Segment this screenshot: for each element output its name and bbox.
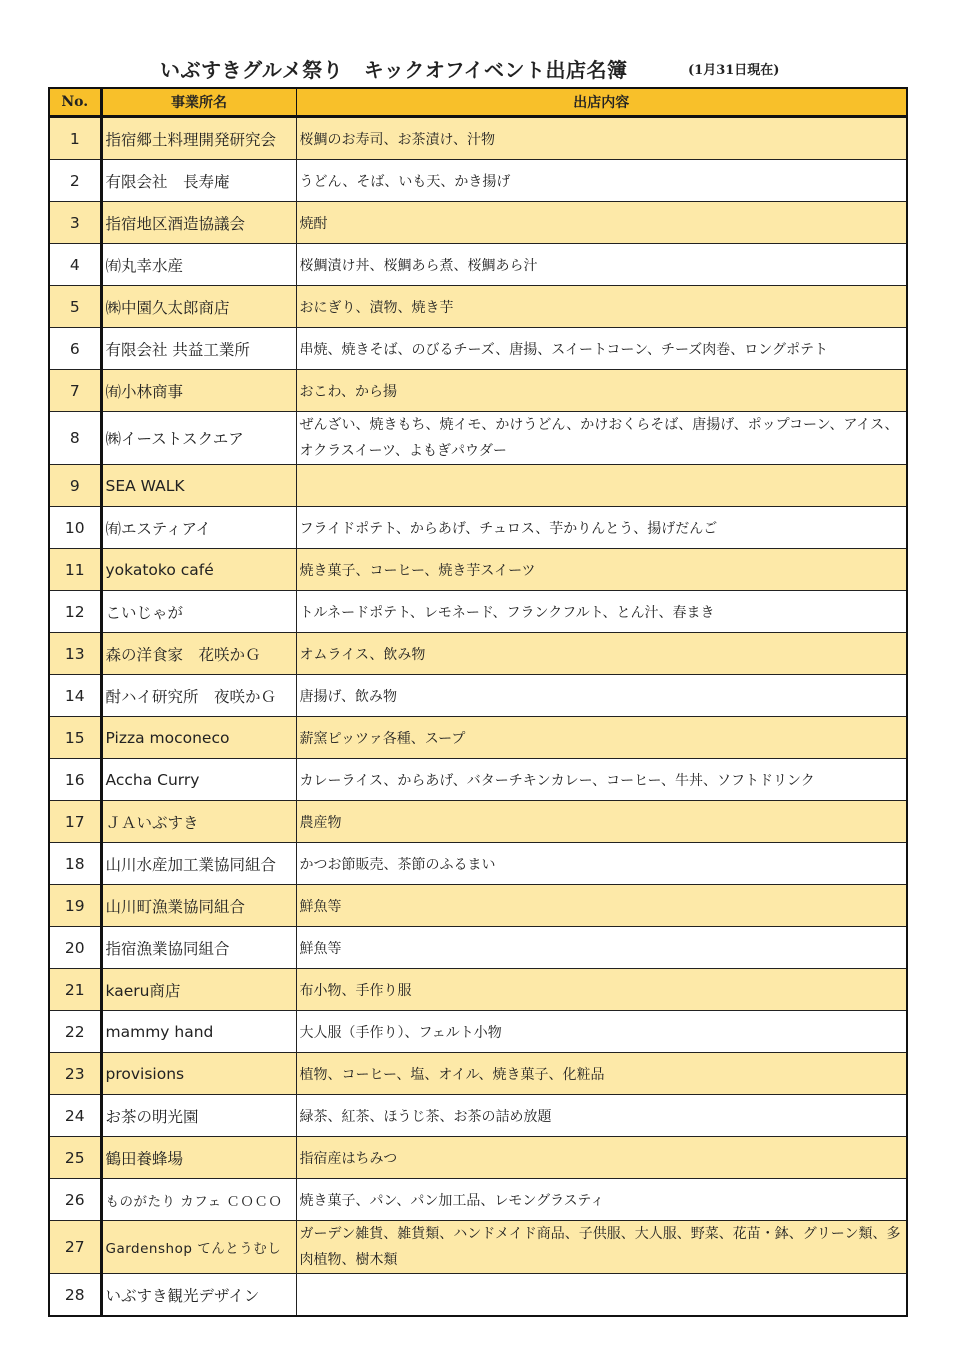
store-content: 唐揚げ、飲み物 <box>296 675 907 717</box>
table-row <box>49 885 907 927</box>
row-number: 14 <box>49 675 101 717</box>
business-name: 山川町漁業協同組合 <box>101 885 296 927</box>
row-number: 17 <box>49 801 101 843</box>
table-row <box>49 1053 907 1095</box>
business-name: provisions <box>101 1053 296 1095</box>
business-name: kaeru商店 <box>101 969 296 1011</box>
store-content: ぜんざい、焼きもち、焼イモ、かけうどん、かけおくらそば、唐揚げ、ポップコーン、アイス、オクラスイーツ、よもぎパウダー <box>296 412 907 465</box>
business-name: 指宿郷土料理開発研究会 <box>101 117 296 160</box>
table-row <box>49 160 907 202</box>
store-content: かつお節販売、茶節のふるまい <box>296 843 907 885</box>
business-name: ㈲丸幸水産 <box>101 244 296 286</box>
business-name: 鶴田養蜂場 <box>101 1137 296 1179</box>
business-name: 有限会社 長寿庵 <box>101 160 296 202</box>
business-name: 有限会社 共益工業所 <box>101 328 296 370</box>
store-content: 鮮魚等 <box>296 885 907 927</box>
vendor-table <box>48 87 908 1317</box>
row-number: 23 <box>49 1053 101 1095</box>
table-row <box>49 412 907 465</box>
table-row <box>49 969 907 1011</box>
header-name: 事業所名 <box>101 88 296 117</box>
business-name: 山川水産加工業協同組合 <box>101 843 296 885</box>
store-content: 布小物、手作り服 <box>296 969 907 1011</box>
table-row <box>49 465 907 507</box>
business-name: Pizza moconeco <box>101 717 296 759</box>
business-name: ものがたり カフェ ＣＯＣＯ <box>101 1179 296 1221</box>
table-row <box>49 1011 907 1053</box>
row-number: 22 <box>49 1011 101 1053</box>
row-number: 21 <box>49 969 101 1011</box>
row-number: 19 <box>49 885 101 927</box>
title-row <box>0 54 954 84</box>
business-name: SEA WALK <box>101 465 296 507</box>
business-name: 指宿地区酒造協議会 <box>101 202 296 244</box>
table-row <box>49 1274 907 1317</box>
header-no: No. <box>49 88 101 117</box>
row-number: 1 <box>49 117 101 160</box>
table-header-row <box>49 88 907 117</box>
store-content: おこわ、から揚 <box>296 370 907 412</box>
row-number: 3 <box>49 202 101 244</box>
header-desc: 出店内容 <box>296 88 907 117</box>
store-content: 植物、コーヒー、塩、オイル、焼き菓子、化粧品 <box>296 1053 907 1095</box>
table-row <box>49 675 907 717</box>
table-row <box>49 801 907 843</box>
table-row <box>49 843 907 885</box>
row-number: 16 <box>49 759 101 801</box>
table-row <box>49 1179 907 1221</box>
store-content: 薪窯ピッツァ各種、スープ <box>296 717 907 759</box>
business-name: ＪＡいぶすき <box>101 801 296 843</box>
row-number: 27 <box>49 1221 101 1274</box>
store-content: 農産物 <box>296 801 907 843</box>
row-number: 11 <box>49 549 101 591</box>
row-number: 2 <box>49 160 101 202</box>
store-content: 桜鯛のお寿司、お茶漬け、汁物 <box>296 117 907 160</box>
row-number: 5 <box>49 286 101 328</box>
table-row <box>49 717 907 759</box>
business-name: 森の洋食家 花咲かＧ <box>101 633 296 675</box>
store-content: オムライス、飲み物 <box>296 633 907 675</box>
row-number: 18 <box>49 843 101 885</box>
store-content: トルネードポテト、レモネード、フランクフルト、とん汁、春まき <box>296 591 907 633</box>
store-content: 鮮魚等 <box>296 927 907 969</box>
table-row <box>49 202 907 244</box>
table-row <box>49 1137 907 1179</box>
store-content: 桜鯛漬け丼、桜鯛あら煮、桜鯛あら汁 <box>296 244 907 286</box>
row-number: 7 <box>49 370 101 412</box>
business-name: yokatoko café <box>101 549 296 591</box>
row-number: 6 <box>49 328 101 370</box>
business-name: いぶすき観光デザイン <box>101 1274 296 1317</box>
table-row <box>49 370 907 412</box>
store-content: 緑茶、紅茶、ほうじ茶、お茶の詰め放題 <box>296 1095 907 1137</box>
business-name: ㈲エスティアイ <box>101 507 296 549</box>
table-row <box>49 549 907 591</box>
store-content: カレーライス、からあげ、バターチキンカレー、コーヒー、牛丼、ソフトドリンク <box>296 759 907 801</box>
store-content: 焼き菓子、コーヒー、焼き芋スイーツ <box>296 549 907 591</box>
row-number: 20 <box>49 927 101 969</box>
store-content: フライドポテト、からあげ、チュロス、芋かりんとう、揚げだんご <box>296 507 907 549</box>
table-row <box>49 286 907 328</box>
business-name: 酎ハイ研究所 夜咲かＧ <box>101 675 296 717</box>
table-body <box>49 117 907 1317</box>
row-number: 28 <box>49 1274 101 1317</box>
table-row <box>49 244 907 286</box>
row-number: 25 <box>49 1137 101 1179</box>
store-content: うどん、そば、いも天、かき揚げ <box>296 160 907 202</box>
row-number: 13 <box>49 633 101 675</box>
table-row <box>49 633 907 675</box>
store-content: ガーデン雑貨、雑貨類、ハンドメイド商品、子供服、大人服、野菜、花苗・鉢、グリーン類、多肉植物、樹木類 <box>296 1221 907 1274</box>
business-name: ㈲小林商事 <box>101 370 296 412</box>
business-name: Gardenshop てんとうむし <box>101 1221 296 1274</box>
store-content: 大人服（手作り）、フェルト小物 <box>296 1011 907 1053</box>
row-number: 26 <box>49 1179 101 1221</box>
table-row <box>49 591 907 633</box>
row-number: 15 <box>49 717 101 759</box>
row-number: 8 <box>49 412 101 465</box>
row-number: 12 <box>49 591 101 633</box>
store-content: 指宿産はちみつ <box>296 1137 907 1179</box>
as-of-date: (1月31日現在) <box>688 63 780 78</box>
store-content: 串焼、焼きそば、のびるチーズ、唐揚、スイートコーン、チーズ肉巻、ロングポテト <box>296 328 907 370</box>
business-name: こいじゃが <box>101 591 296 633</box>
table-row <box>49 328 907 370</box>
table-row <box>49 1221 907 1274</box>
row-number: 24 <box>49 1095 101 1137</box>
business-name: お茶の明光園 <box>101 1095 296 1137</box>
business-name: ㈱中園久太郎商店 <box>101 286 296 328</box>
store-content: 焼酎 <box>296 202 907 244</box>
business-name: mammy hand <box>101 1011 296 1053</box>
row-number: 10 <box>49 507 101 549</box>
business-name: ㈱イーストスクエア <box>101 412 296 465</box>
business-name: Accha Curry <box>101 759 296 801</box>
store-content <box>296 1274 907 1317</box>
table-row <box>49 117 907 160</box>
store-content <box>296 465 907 507</box>
table-row <box>49 927 907 969</box>
store-content: 焼き菓子、パン、パン加工品、レモングラスティ <box>296 1179 907 1221</box>
table-row <box>49 1095 907 1137</box>
store-content: おにぎり、漬物、焼き芋 <box>296 286 907 328</box>
business-name: 指宿漁業協同組合 <box>101 927 296 969</box>
table-row <box>49 759 907 801</box>
row-number: 9 <box>49 465 101 507</box>
table-row <box>49 507 907 549</box>
page-title: いぶすきグルメ祭り キックオフイベント出店名簿 <box>160 58 628 82</box>
row-number: 4 <box>49 244 101 286</box>
